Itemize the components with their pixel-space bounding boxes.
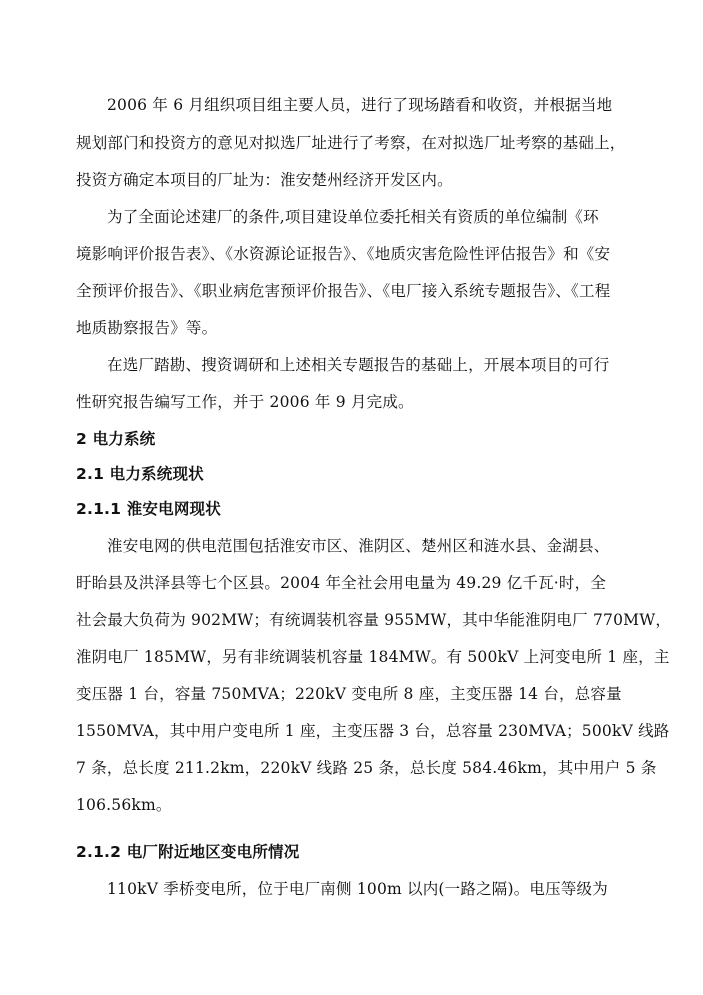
paragraph-2-line-2: 境影响评价报告表》、《水资源论证报告》、《地质灾害危险性评估报告》和《安 — [76, 245, 611, 263]
paragraph-4-line-3: 社会最大负荷为 902MW；有统调装机容量 955MW，其中华能淮阴电厂 770MW， — [76, 611, 672, 629]
paragraph-1-line-2: 规划部门和投资方的意见对拟选厂址进行了考察，在对拟选厂址考察的基础上， — [76, 134, 626, 152]
paragraph-4-line-8: 106.56km。 — [76, 796, 172, 814]
paragraph-3-line-1: 在选厂踏勘、搜资调研和上述相关专题报告的基础上，开展本项目的可行 — [107, 356, 610, 374]
paragraph-1-line-1: 2006 年 6 月组织项目组主要人员，进行了现场踏看和收资，并根据当地 — [107, 96, 613, 114]
paragraph-4-line-1: 淮安电网的供电范围包括淮安市区、淮阴区、楚州区和涟水县、金湖县、 — [107, 537, 610, 555]
paragraph-2-line-3: 全预评价报告》、《职业病危害预评价报告》、《电厂接入系统专题报告》、《工程 — [76, 282, 611, 300]
section-heading-2-1-1: 2.1.1 淮安电网现状 — [76, 500, 221, 518]
paragraph-4-line-7: 7 条，总长度 211.2km，220kV 线路 25 条，总长度 584.46km，其中用户 5 条 — [76, 759, 657, 777]
paragraph-1-line-3: 投资方确定本项目的厂址为：淮安楚州经济开发区内。 — [76, 171, 453, 189]
section-heading-2: 2 电力系统 — [76, 430, 156, 448]
section-heading-2-1: 2.1 电力系统现状 — [76, 465, 204, 483]
paragraph-4-line-2: 盱眙县及洪泽县等七个区县。2004 年全社会用电量为 49.29 亿千瓦·时，全 — [76, 574, 607, 592]
paragraph-4-line-5: 变压器 1 台，容量 750MVA；220kV 变电所 8 座，主变压器 14 台，总容量 — [76, 685, 622, 703]
paragraph-4-line-4: 淮阴电厂 185MW，另有非统调装机容量 184MW。有 500kV 上河变电所 1 座，主 — [76, 648, 670, 666]
paragraph-3-line-2: 性研究报告编写工作，并于 2006 年 9 月完成。 — [76, 393, 414, 411]
paragraph-4-line-6: 1550MVA，其中用户变电所 1 座，主变压器 3 台，总容量 230MVA；500kV 线路 — [76, 722, 670, 740]
paragraph-5-line-1: 110kV 季桥变电所，位于电厂南侧 100m 以内(一路之隔)。电压等级为 — [107, 880, 608, 898]
paragraph-2-line-4: 地质勘察报告》等。 — [76, 319, 218, 337]
paragraph-2-line-1: 为了全面论述建厂的条件,项目建设单位委托相关有资质的单位编制《环 — [107, 208, 599, 226]
section-heading-2-1-2: 2.1.2 电厂附近地区变电所情况 — [76, 843, 300, 861]
